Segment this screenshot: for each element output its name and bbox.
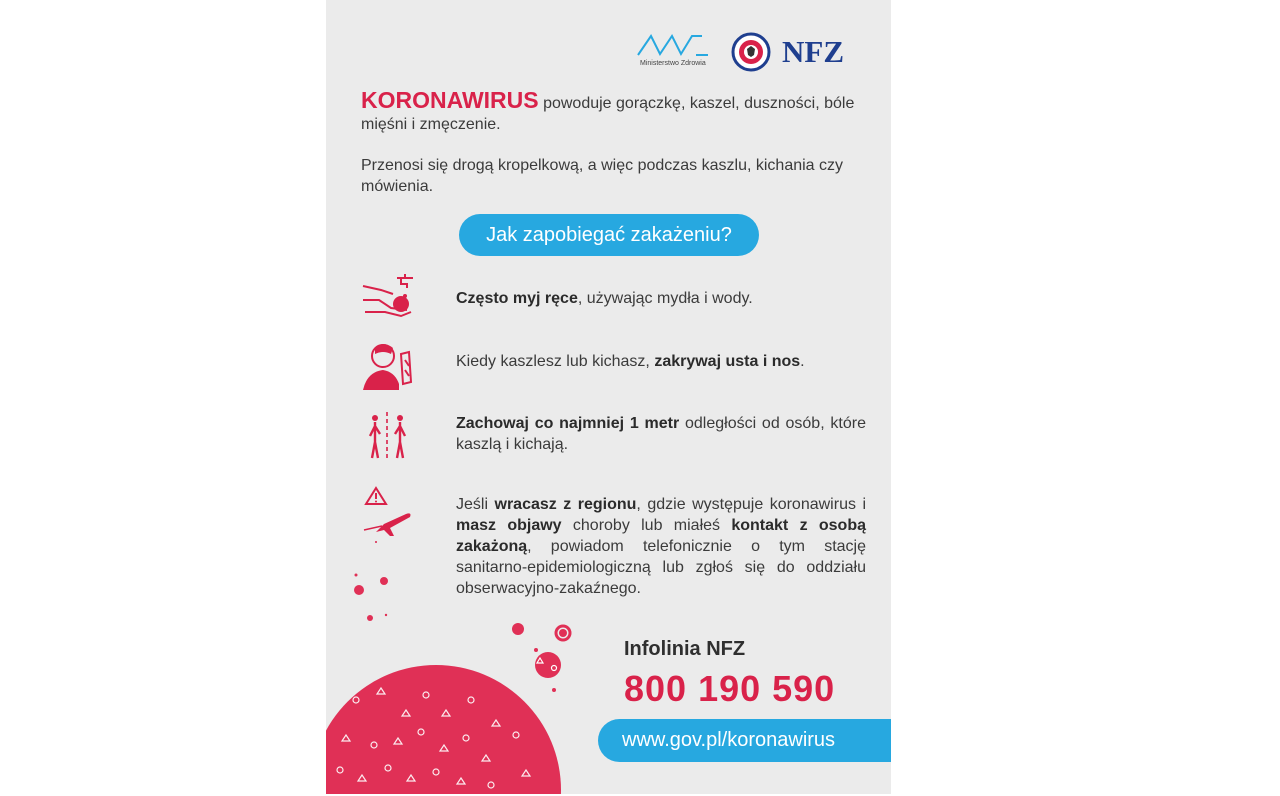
intro-text [361, 87, 871, 197]
tip-cover-text-post: . [800, 353, 805, 370]
website-link[interactable]: www.gov.pl/koronawirus [598, 719, 891, 762]
tip-cover-mouth [456, 351, 866, 372]
tip-wash-hands-text: , używając mydła i wody. [577, 290, 753, 307]
tip-keep-distance [456, 413, 866, 455]
sneeze-cover-icon [361, 338, 417, 394]
tip-travel-bold-2: masz objawy [456, 517, 562, 534]
tip-distance-text: odległości od osób, które kaszlą i kichają. [456, 415, 866, 453]
tip-travel-text-1: Jeśli [456, 496, 495, 513]
hotline-phone-number[interactable]: 800 190 590 [624, 668, 836, 709]
intro-symptoms-text: powoduje gorączkę, kaszel, duszności, bóle mięśni i zmęczenie. [361, 95, 855, 133]
tip-travel-bold-3: kontakt z osobą zakażoną [456, 517, 867, 555]
tip-distance-bold: Zachowaj co najmniej 1 metr [456, 415, 680, 432]
virus-decoration [326, 560, 606, 794]
tip-travel-bold-1: wracasz z regionu [494, 496, 637, 513]
poster [326, 0, 891, 794]
logo-bar [636, 30, 876, 72]
nfz-logo: NFZ [782, 34, 844, 69]
travel-warning-icon [362, 486, 414, 546]
tip-travel-text-2: , gdzie występuje koronawirus i [636, 496, 867, 513]
tip-cover-bold: zakrywaj usta i nos [654, 353, 801, 370]
tip-travel-text-4: , powiadom telefonicznie o tym stację sanitarno-epidemiologiczną lub zgłoś się do oddziału obserwacyjno-zakaźnego. [456, 538, 866, 597]
nfz-seal-icon [731, 32, 771, 72]
tip-wash-hands [456, 288, 866, 309]
tip-wash-hands-bold: Często myj ręce [456, 290, 578, 307]
intro-paragraph-symptoms [361, 87, 871, 135]
ministry-logo [636, 30, 716, 72]
hand-washing-icon [361, 272, 417, 318]
ministry-logo-icon [636, 30, 716, 60]
distance-people-icon [366, 410, 410, 460]
tip-cover-text-pre: Kiedy kaszlesz lub kichasz, [456, 353, 655, 370]
prevention-heading-pill: Jak zapobiegać zakażeniu? [459, 214, 759, 256]
intro-paragraph-transmission: Przenosi się drogą kropelkową, a więc podczas kaszlu, kichania czy mówienia. [361, 157, 844, 195]
keyword-koronawirus: KORONAWIRUS [361, 87, 539, 113]
ministry-logo-label: Ministerstwo Zdrowia [640, 60, 706, 67]
hotline-label: Infolinia NFZ [624, 638, 746, 660]
tip-travel-text-3: choroby lub miałeś [561, 517, 732, 534]
